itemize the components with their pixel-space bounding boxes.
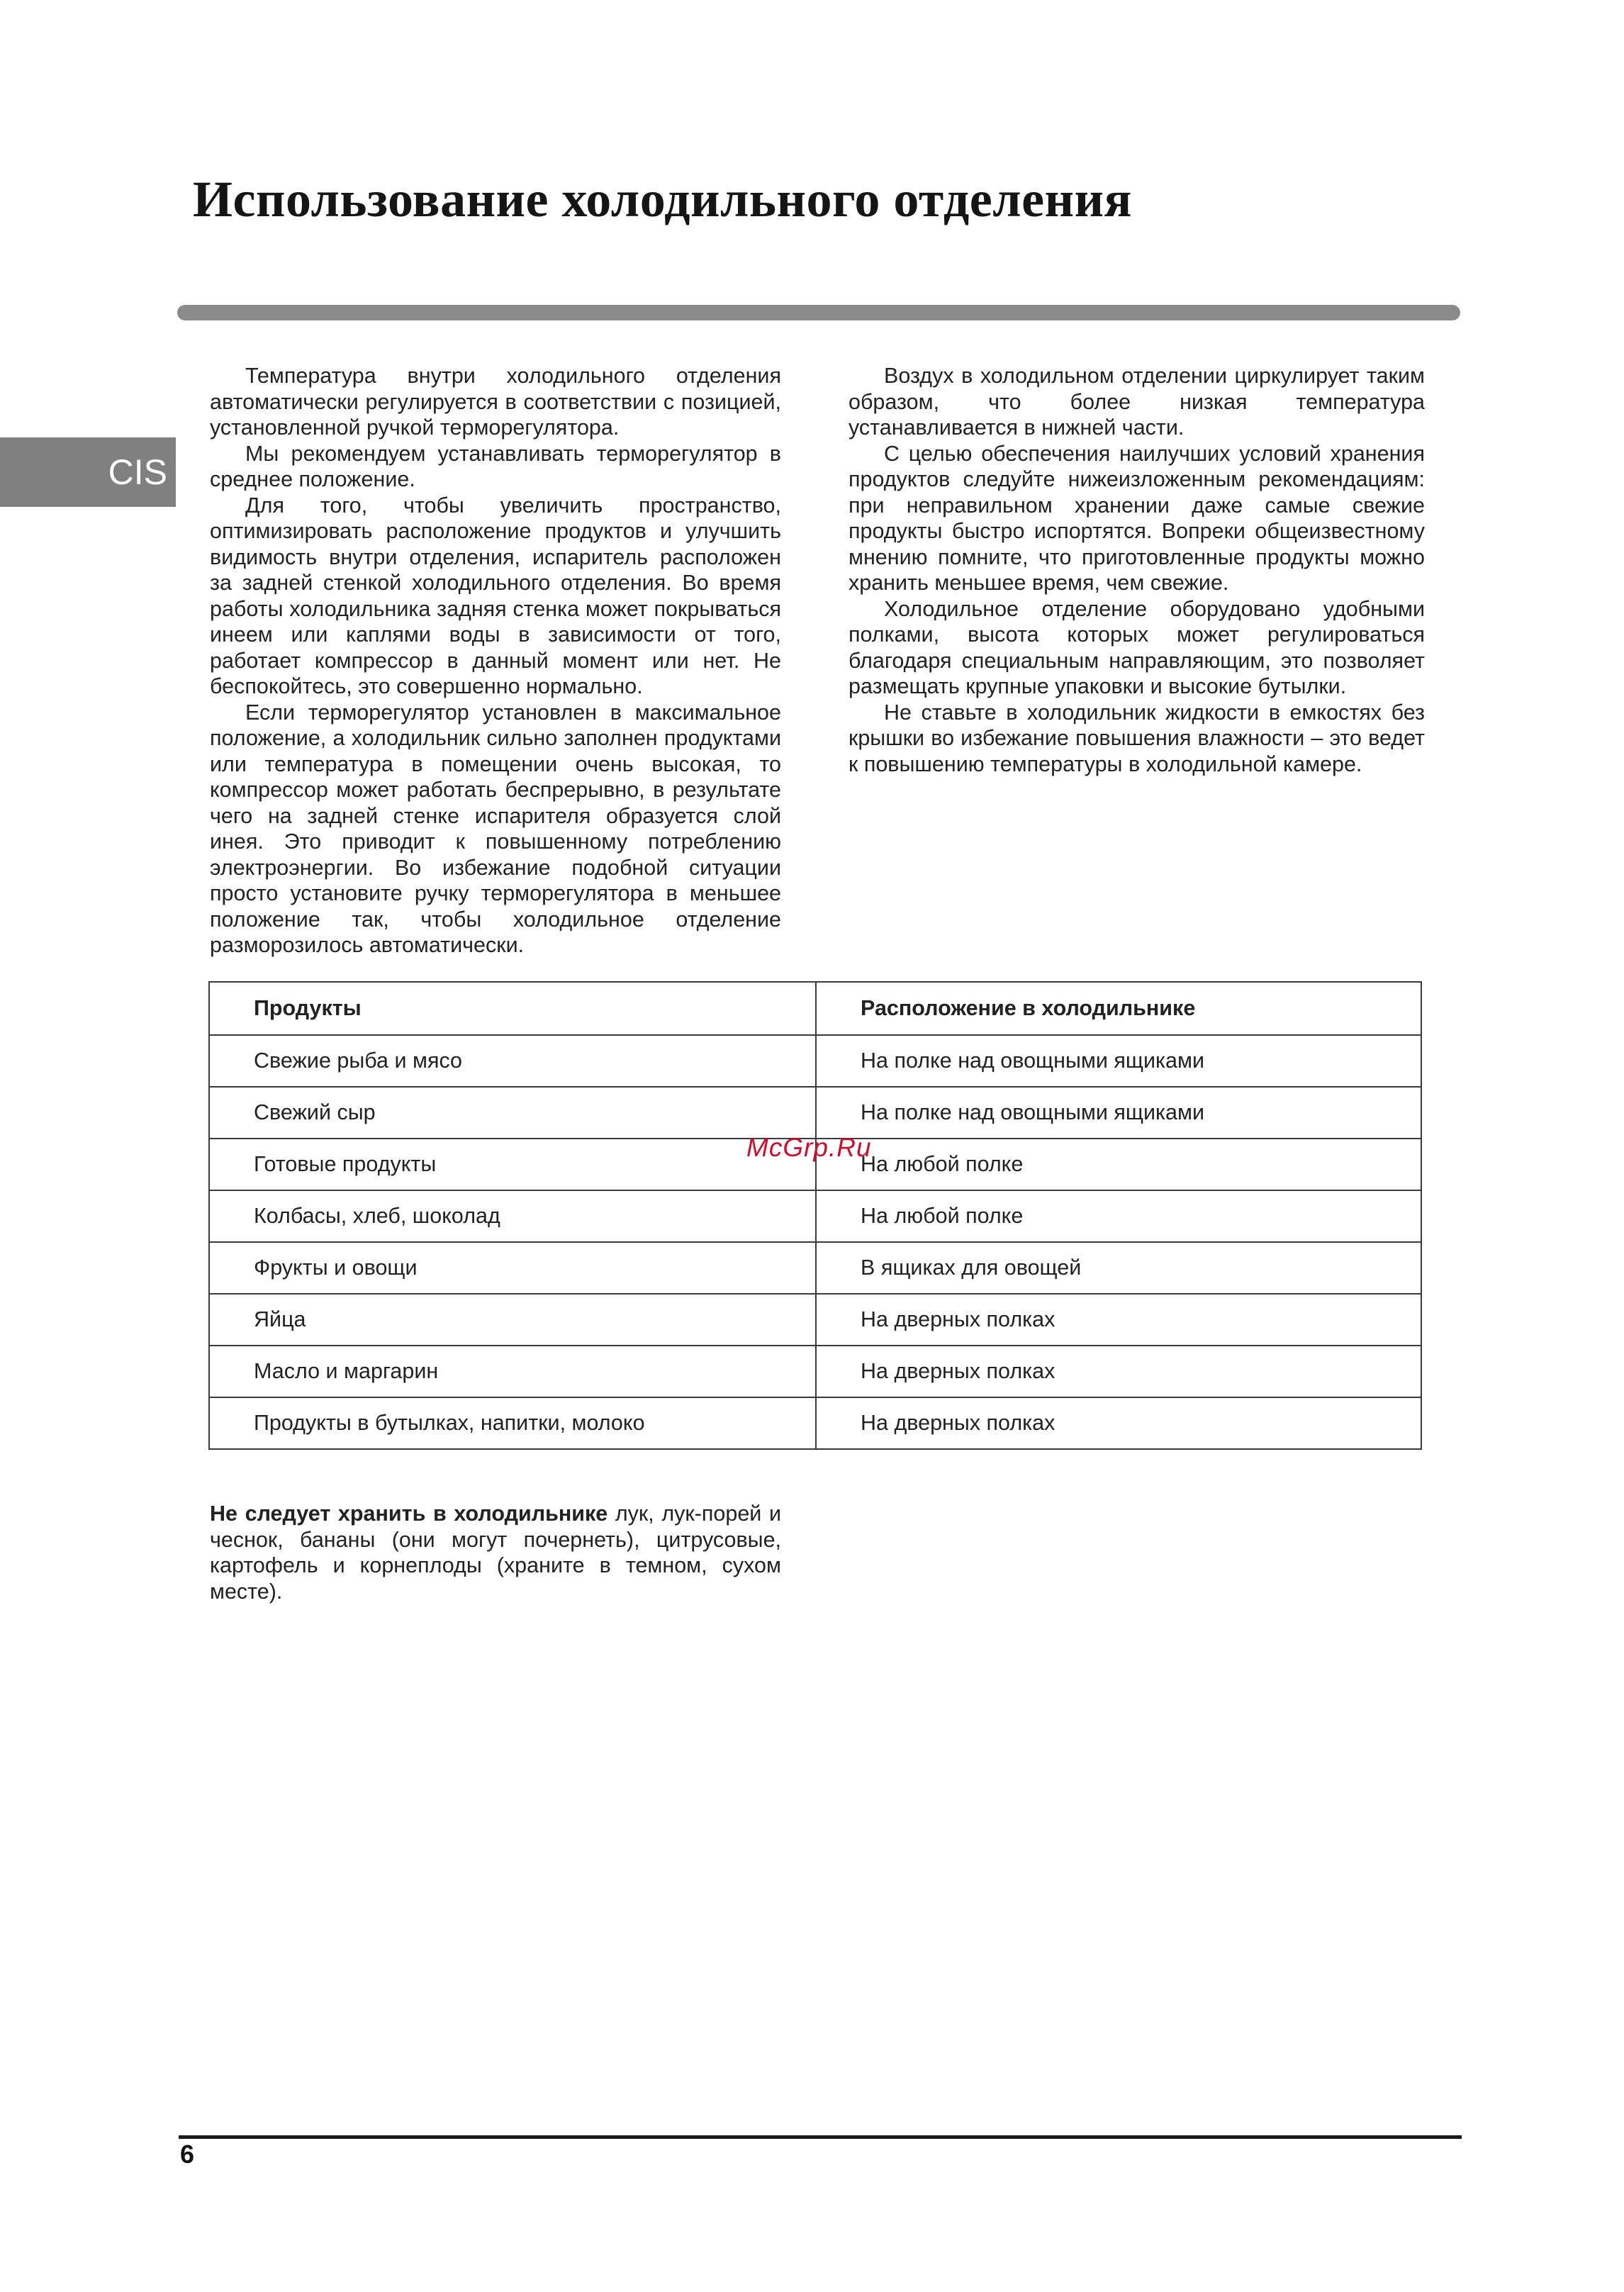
- product-cell: Яйца: [209, 1294, 816, 1346]
- product-cell: Свежие рыба и мясо: [209, 1035, 816, 1087]
- paragraph: Холодильное отделение оборудовано удобными полками, высота которых может регулироваться благодаря специальным направляющим, это позволяет размещать крупные упаковки и высокие бутылки.: [849, 596, 1425, 698]
- location-cell: На дверных полках: [816, 1346, 1421, 1397]
- page-title: Использование холодильного отделения: [193, 171, 1133, 228]
- location-cell: На полке над овощными ящиками: [816, 1087, 1421, 1139]
- product-cell: Готовые продукты: [209, 1139, 816, 1190]
- location-cell: На полке над овощными ящиками: [816, 1035, 1421, 1087]
- storage-note-text: лук, лук-порей и чеснок, бананы (они могут почернеть), цитрусовые, картофель и корнеплоды (храните в темном, сухом месте).: [210, 1502, 782, 1604]
- right-text-column: [849, 363, 1425, 777]
- location-cell: На любой полке: [816, 1139, 1421, 1190]
- paragraph: Температура внутри холодильного отделения автоматически регулируется в соответствии с позицией, установленной ручкой терморегулятора.: [210, 364, 781, 440]
- product-cell: Продукты в бутылках, напитки, молоко: [209, 1397, 816, 1449]
- location-cell: На дверных полках: [816, 1294, 1421, 1346]
- table-row: [209, 1087, 1421, 1139]
- product-cell: Фрукты и овощи: [209, 1242, 816, 1294]
- table-row: [209, 1242, 1421, 1294]
- left-text-column: [210, 363, 781, 958]
- product-cell: Масло и маргарин: [209, 1346, 816, 1397]
- storage-note-lead: Не следует хранить в холодильнике: [210, 1502, 608, 1526]
- product-cell: Свежий сыр: [209, 1087, 816, 1139]
- language-tab: CIS: [0, 437, 176, 507]
- storage-note: [210, 1501, 781, 1604]
- food-storage-table: [208, 981, 1422, 1450]
- table-row: [209, 1397, 1421, 1449]
- table-row: [209, 1190, 1421, 1242]
- paragraph: Не ставьте в холодильник жидкости в емкостях без крышки во избежание повышения влажности – это ведет к повышению температуры в холодильной камере.: [849, 700, 1425, 776]
- footer-divider: [179, 2135, 1462, 2139]
- paragraph: Мы рекомендуем устанавливать терморегулятор в среднее положение.: [210, 441, 781, 491]
- location-cell: На любой полке: [816, 1190, 1421, 1242]
- location-cell: В ящиках для овощей: [816, 1242, 1421, 1294]
- title-divider: [177, 305, 1460, 320]
- paragraph: С целью обеспечения наилучших условий хранения продуктов следуйте нижеизложенным рекомендациям: при неправильном хранении даже самые свежие продукты быстро испортятся. Вопреки общеизвестному мнению помните, что приготовленные продукты можно хранить меньшее время, чем свежие.: [849, 441, 1425, 595]
- column-header-products: Продукты: [209, 982, 816, 1035]
- table-row: [209, 1346, 1421, 1397]
- table-row: [209, 1035, 1421, 1087]
- paragraph: Воздух в холодильном отделении циркулирует таким образом, что более низкая температура устанавливается в нижней части.: [849, 364, 1425, 440]
- page-number: 6: [180, 2140, 195, 2169]
- paragraph: Для того, чтобы увеличить пространство, оптимизировать расположение продуктов и улучшить видимость внутри отделения, испаритель расположен за задней стенкой холодильного отделения. Во время работы холодильника задняя стенка может покрываться инеем или каплями воды в зависимости от того, работает компрессор в данный момент или нет. Не беспокойтесь, это совершенно нормально.: [210, 493, 781, 698]
- column-header-location: Расположение в холодильнике: [816, 982, 1421, 1035]
- table-row: [209, 1294, 1421, 1346]
- table-header-row: [209, 982, 1421, 1035]
- product-cell: Колбасы, хлеб, шоколад: [209, 1190, 816, 1242]
- location-cell: На дверных полках: [816, 1397, 1421, 1449]
- paragraph: Если терморегулятор установлен в максимальное положение, а холодильник сильно заполнен продуктами или температура в помещении очень высокая, то компрессор может работать беспрерывно, в результате чего на задней стенке испарителя образуется слой инея. Это приводит к повышенному потреблению электроэнергии. Во избежание подобной ситуации просто установите ручку терморегулятора в меньшее положение так, чтобы холодильное отделение разморозилось автоматически.: [210, 700, 781, 957]
- watermark: McGrp.Ru: [746, 1133, 872, 1162]
